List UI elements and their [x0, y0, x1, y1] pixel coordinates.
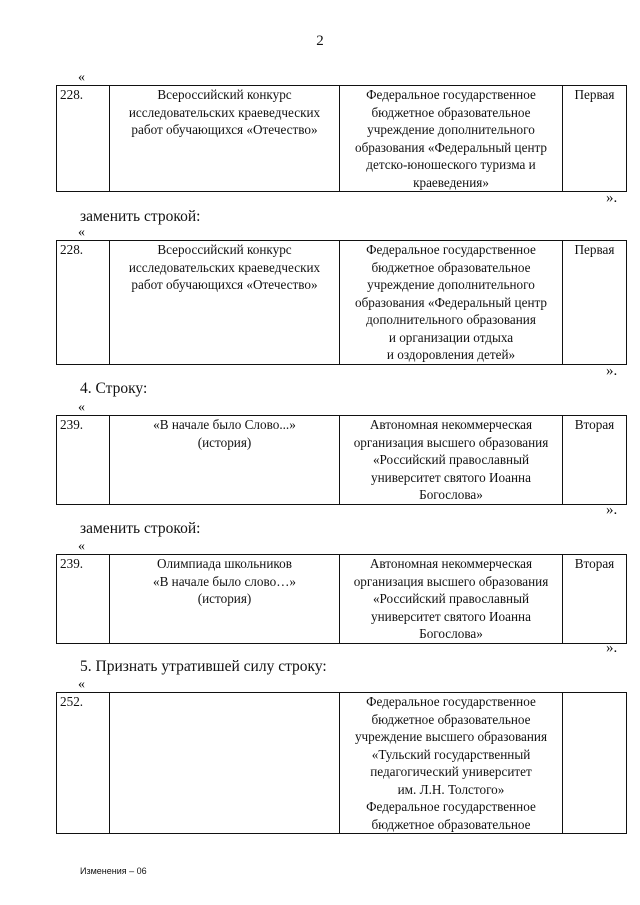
close-quote: ».	[606, 190, 618, 206]
org-line: и организации отдыха	[388, 329, 514, 345]
level	[563, 693, 627, 834]
org-line: им. Л.Н. Толстого»	[397, 781, 505, 797]
org-line: организация высшего образования	[353, 573, 549, 589]
level: Вторая	[563, 555, 627, 644]
organizer	[340, 241, 563, 365]
name-line: (история)	[197, 591, 252, 606]
organizer	[340, 555, 563, 644]
name-line: Всероссийский конкурс	[157, 242, 292, 257]
open-quote: «	[78, 539, 85, 554]
org-line: «Тульский государственный	[371, 746, 531, 762]
org-line: «Российский православный	[372, 591, 530, 606]
org-line: бюджетное образовательное	[371, 711, 531, 727]
close-quote: ».	[606, 363, 618, 379]
close-quote: ».	[606, 640, 618, 656]
table-row	[56, 240, 627, 365]
org-line: бюджетное образовательное	[371, 104, 531, 120]
name-line: (история)	[197, 434, 252, 450]
row-number: 228.	[57, 86, 110, 192]
org-line: «Российский православный	[372, 452, 530, 467]
org-line: краеведения»	[413, 174, 489, 190]
org-line: Федеральное государственное	[366, 242, 536, 257]
organizer	[340, 86, 563, 192]
competition-name	[110, 693, 340, 834]
org-line: Федеральное государственное	[366, 87, 536, 102]
table-row	[56, 692, 627, 834]
org-line: Федеральное государственное	[366, 799, 536, 814]
open-quote: «	[78, 70, 85, 85]
name-line: Всероссийский конкурс	[157, 87, 292, 102]
org-line: Богослова»	[419, 487, 483, 502]
organizer	[340, 693, 563, 834]
level: Вторая	[563, 416, 627, 505]
row-number: 252.	[57, 693, 110, 834]
org-line: бюджетное образовательное	[371, 816, 531, 832]
org-line: Богослова»	[419, 626, 483, 641]
org-line: университет святого Иоанна	[371, 608, 531, 624]
org-line: Автономная некоммерческая	[369, 556, 533, 571]
org-line: учреждение дополнительного	[367, 277, 535, 292]
table-row	[56, 415, 627, 505]
table-row	[56, 554, 627, 644]
name-line: Олимпиада школьников	[157, 556, 292, 571]
org-line: университет святого Иоанна	[371, 469, 531, 485]
competition-name	[110, 416, 340, 505]
org-line: образования «Федеральный центр	[354, 139, 548, 155]
row-number: 239.	[57, 555, 110, 644]
close-quote: ».	[606, 502, 618, 518]
org-line: образования «Федеральный центр	[354, 294, 548, 310]
name-line: «В начале было слово…»	[153, 573, 296, 589]
org-line: учреждение высшего образования	[354, 729, 548, 744]
level: Первая	[563, 241, 627, 365]
org-line: детско-юношеского туризма и	[366, 157, 536, 172]
open-quote: «	[78, 677, 85, 692]
table-row	[56, 85, 627, 192]
name-line: работ обучающихся «Отечество»	[131, 277, 318, 292]
organizer	[340, 416, 563, 505]
section-heading: 4. Строку:	[80, 380, 148, 397]
open-quote: «	[78, 400, 85, 415]
org-line: организация высшего образования	[353, 434, 549, 450]
section-heading: заменить строкой:	[80, 208, 201, 225]
row-number: 239.	[57, 416, 110, 505]
page-number: 2	[316, 33, 324, 49]
competition-name	[110, 555, 340, 644]
level: Первая	[563, 86, 627, 192]
row-number: 228.	[57, 241, 110, 365]
name-line: «В начале было Слово...»	[153, 417, 296, 432]
org-line: Автономная некоммерческая	[369, 417, 533, 432]
name-line: работ обучающихся «Отечество»	[131, 122, 318, 137]
section-heading: 5. Признать утратившей силу строку:	[80, 658, 327, 675]
org-line: педагогический университет	[370, 764, 532, 779]
name-line: исследовательских краеведческих	[128, 104, 321, 120]
competition-name	[110, 86, 340, 192]
org-line: бюджетное образовательное	[371, 259, 531, 275]
org-line: учреждение дополнительного	[367, 122, 535, 137]
open-quote: «	[78, 225, 85, 240]
org-line: и оздоровления детей»	[386, 347, 516, 362]
footer-note: Изменения – 06	[80, 866, 147, 876]
competition-name	[110, 241, 340, 365]
section-heading: заменить строкой:	[80, 520, 201, 537]
org-line: Федеральное государственное	[366, 694, 536, 709]
name-line: исследовательских краеведческих	[128, 259, 321, 275]
org-line: дополнительного образования	[366, 312, 536, 327]
